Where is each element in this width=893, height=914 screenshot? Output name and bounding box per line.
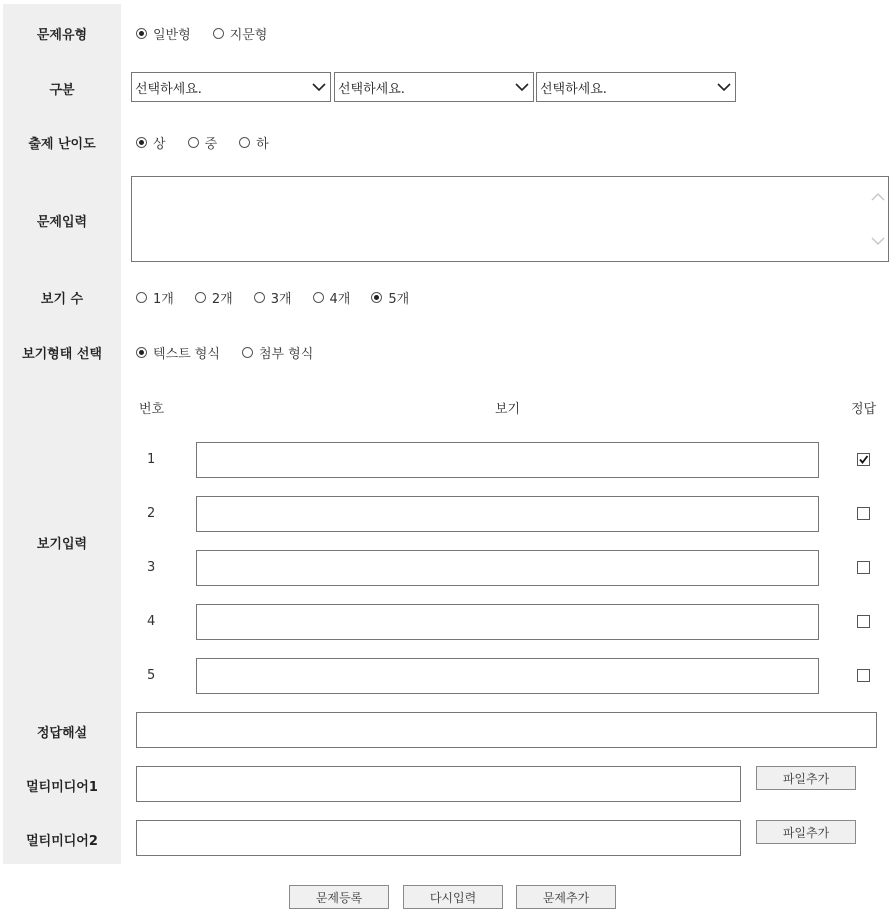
choice-number: 5 (147, 668, 156, 683)
multimedia1-input[interactable] (136, 766, 741, 802)
category-select-3[interactable] (536, 72, 736, 102)
radio-unchecked-icon (195, 292, 206, 303)
question-textarea[interactable] (131, 176, 889, 262)
radio-difficulty-medium[interactable] (188, 133, 218, 152)
chevron-down-icon (515, 81, 529, 93)
choice-number: 1 (147, 452, 156, 467)
add-question-button[interactable]: 문제추가 (516, 885, 616, 909)
register-question-button[interactable]: 문제등록 (289, 885, 389, 909)
radio-label: 중 (204, 137, 218, 152)
radio-label: 하 (256, 137, 269, 152)
radio-unchecked-icon (213, 28, 224, 39)
choice-input-5[interactable] (196, 658, 819, 694)
correct-checkbox-3[interactable] (857, 561, 870, 574)
radio-checked-icon (136, 28, 147, 39)
radio-label: 첨부 형식 (258, 347, 314, 362)
radio-label: 상 (153, 137, 166, 152)
choice-input-4[interactable] (196, 604, 819, 640)
radio-count-1[interactable] (136, 288, 174, 307)
radio-general-type[interactable] (136, 24, 191, 43)
radio-unchecked-icon (242, 347, 253, 358)
radio-checked-icon (371, 292, 382, 303)
radio-label: 5개 (388, 292, 410, 307)
radio-label: 2개 (211, 292, 233, 307)
radio-label: 1개 (153, 292, 174, 307)
label-question-type: 문제유형 (36, 28, 88, 43)
radio-difficulty-low[interactable] (239, 133, 269, 152)
add-file-button-2[interactable]: 파일추가 (756, 820, 856, 844)
radio-count-3[interactable] (254, 288, 292, 307)
radio-checked-icon (136, 347, 147, 358)
radio-unchecked-icon (188, 137, 199, 148)
header-answer: 정답 (851, 402, 877, 417)
label-question-input: 문제입력 (36, 215, 88, 230)
checkmark-icon (858, 454, 869, 465)
header-number: 번호 (139, 402, 165, 417)
question-type-group (136, 24, 289, 43)
radio-label: 지문형 (229, 28, 268, 43)
radio-unchecked-icon (239, 137, 250, 148)
category-select-1[interactable] (131, 72, 331, 102)
choice-number: 2 (147, 506, 156, 521)
label-explanation: 정답해설 (36, 726, 88, 741)
choice-count-group (136, 288, 431, 307)
scroll-down-icon[interactable] (871, 236, 885, 246)
label-choice-input: 보기입력 (36, 537, 88, 552)
choice-format-group (136, 343, 335, 362)
label-multimedia2: 멀티미디어2 (26, 834, 98, 849)
radio-checked-icon (136, 137, 147, 148)
select-value: 선택하세요. (135, 81, 202, 97)
radio-unchecked-icon (254, 292, 265, 303)
radio-unchecked-icon (136, 292, 147, 303)
label-choice-count: 보기 수 (40, 292, 84, 307)
radio-format-attachment[interactable] (242, 343, 313, 362)
radio-count-2[interactable] (195, 288, 233, 307)
explanation-input[interactable] (136, 712, 877, 748)
label-multimedia1: 멀티미디어1 (26, 780, 98, 795)
chevron-down-icon (312, 81, 326, 93)
header-choice: 보기 (495, 402, 521, 417)
radio-format-text[interactable] (136, 343, 220, 362)
label-choice-format: 보기형태 선택 (22, 347, 102, 362)
radio-label: 일반형 (153, 28, 191, 43)
radio-count-4[interactable] (313, 288, 351, 307)
correct-checkbox-5[interactable] (857, 669, 870, 682)
radio-label: 3개 (270, 292, 292, 307)
radio-difficulty-high[interactable] (136, 133, 166, 152)
radio-label: 4개 (329, 292, 351, 307)
difficulty-group (136, 133, 291, 152)
choice-number: 4 (147, 614, 156, 629)
correct-checkbox-2[interactable] (857, 507, 870, 520)
label-difficulty: 출제 난이도 (28, 137, 96, 152)
choice-input-1[interactable] (196, 442, 819, 478)
select-value: 선택하세요. (540, 81, 607, 97)
choice-input-2[interactable] (196, 496, 819, 532)
radio-count-5[interactable] (371, 288, 409, 307)
choice-number: 3 (147, 560, 156, 575)
radio-passage-type[interactable] (213, 24, 268, 43)
scroll-up-icon[interactable] (871, 192, 885, 202)
radio-label: 텍스트 형식 (153, 347, 220, 362)
category-select-2[interactable] (334, 72, 534, 102)
radio-unchecked-icon (313, 292, 324, 303)
reset-button[interactable]: 다시입력 (403, 885, 503, 909)
add-file-button-1[interactable]: 파일추가 (756, 766, 856, 790)
label-category: 구분 (49, 83, 75, 98)
correct-checkbox-4[interactable] (857, 615, 870, 628)
select-value: 선택하세요. (338, 81, 405, 97)
choice-input-3[interactable] (196, 550, 819, 586)
multimedia2-input[interactable] (136, 820, 741, 856)
correct-checkbox-1[interactable] (857, 453, 870, 466)
chevron-down-icon (717, 81, 731, 93)
